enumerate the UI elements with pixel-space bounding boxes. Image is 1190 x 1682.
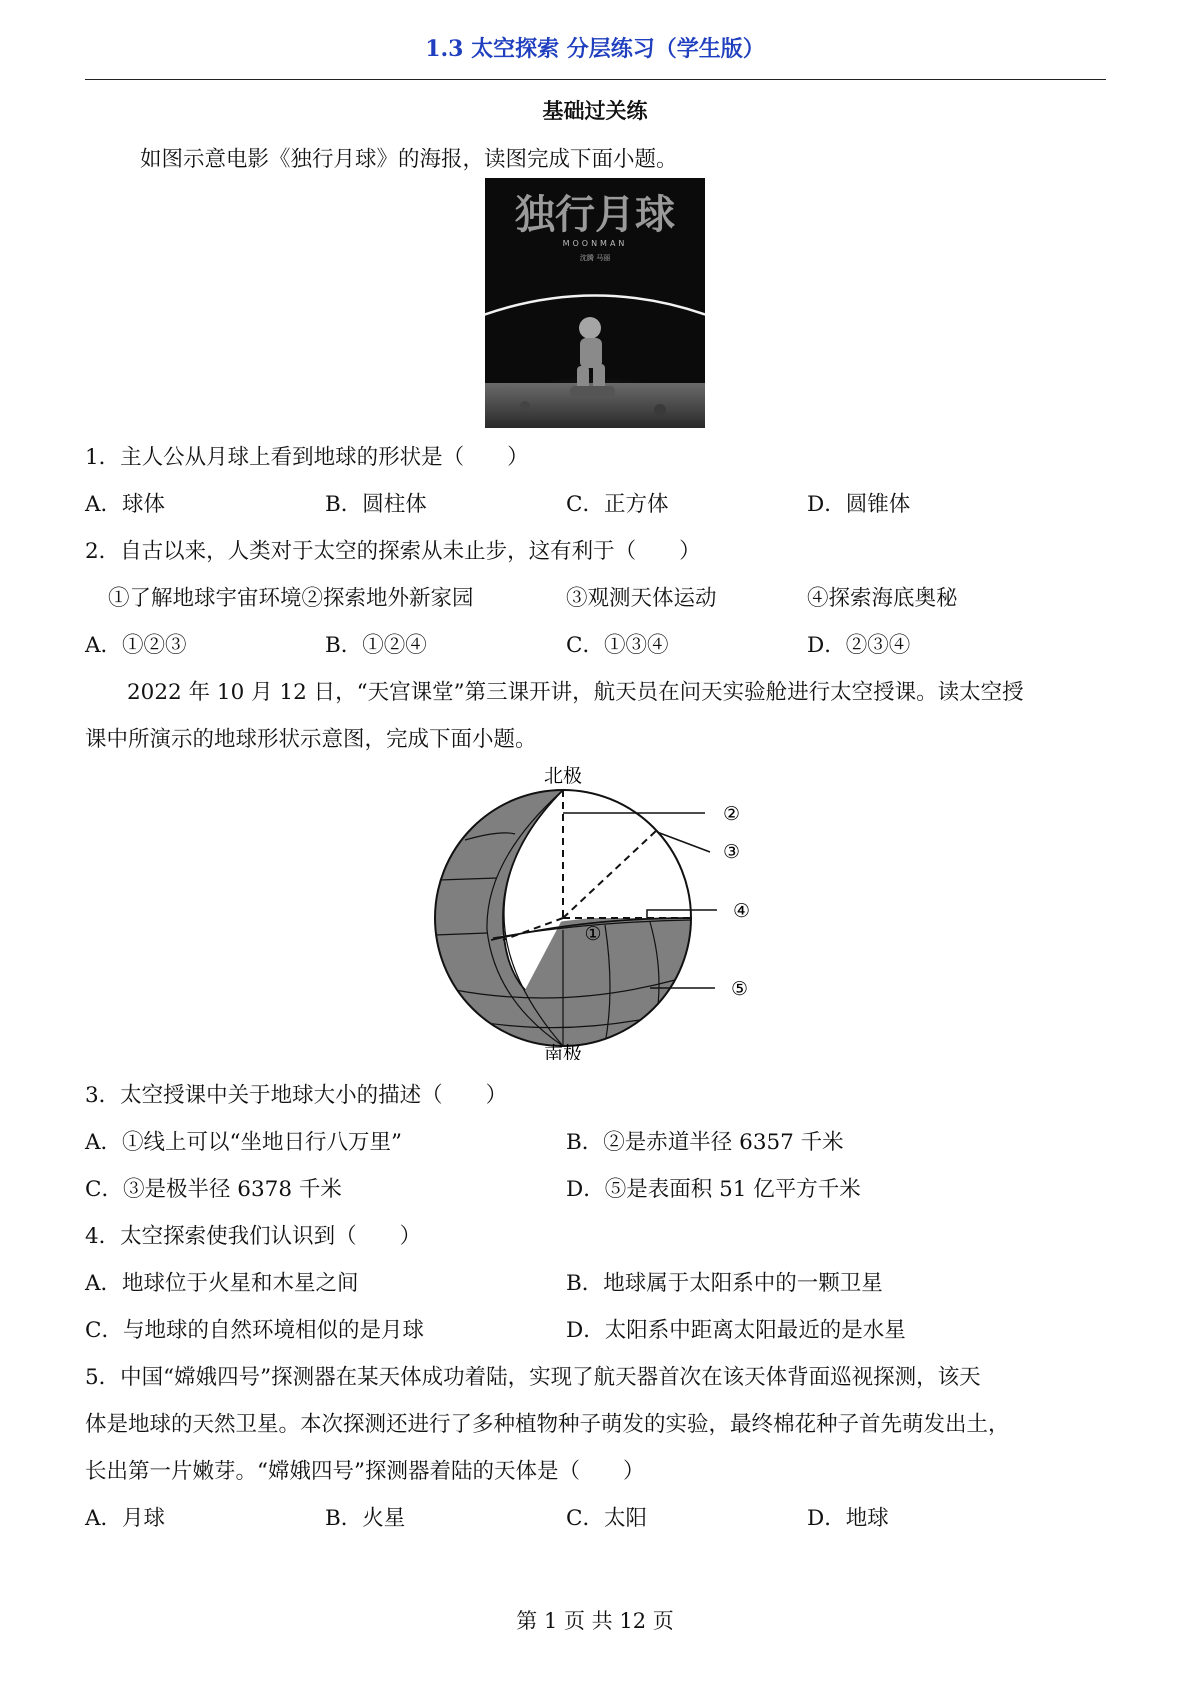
- q4-option-b: B．地球属于太阳系中的一颗卫星: [566, 1271, 883, 1296]
- q1-option-c: C．正方体: [566, 492, 669, 517]
- q4-option-a: A．地球位于火星和木星之间: [85, 1271, 359, 1296]
- section-title: 基础过关练: [542, 98, 648, 123]
- question-1-stem: 1．主人公从月球上看到地球的形状是（ ）: [85, 445, 529, 470]
- q2-option-c: C．①③④: [566, 633, 669, 658]
- q5-option-a: A．月球: [85, 1506, 166, 1531]
- q1-option-b: B．圆柱体: [325, 492, 427, 517]
- q5-option-b: B．火星: [325, 1506, 406, 1531]
- q3-option-a: A．①线上可以“坐地日行八万里”: [85, 1130, 403, 1155]
- question-5-line-2: 体是地球的天然卫星。本次探测还进行了多种植物种子萌发的实验，最终棉花种子首先萌发出土，: [85, 1412, 1010, 1437]
- q2-option-a: A．①②③: [85, 633, 187, 658]
- q4-option-c: C．与地球的自然环境相似的是月球: [85, 1318, 424, 1343]
- header-divider: [85, 79, 1106, 80]
- earth-shape-diagram: [425, 760, 785, 1060]
- q2-item-2: ③观测天体运动: [566, 586, 717, 611]
- q1-option-d: D．圆锥体: [807, 492, 911, 517]
- q2-option-b: B．①②④: [325, 633, 427, 658]
- south-pole-label: 南极: [543, 1044, 583, 1060]
- poster-credit: 沈腾 马丽: [579, 254, 611, 262]
- label-3: ③: [723, 842, 741, 863]
- q3-option-d: D．⑤是表面积 51 亿平方千米: [566, 1177, 861, 1202]
- question-5-line-3: 长出第一片嫩芽。“嫦娥四号”探测器着陆的天体是（ ）: [85, 1459, 645, 1484]
- q1-option-a: A．球体: [85, 492, 166, 517]
- question-4-stem: 4．太空探索使我们认识到（ ）: [85, 1224, 422, 1249]
- q2-option-d: D．②③④: [807, 633, 911, 658]
- question-5-line-1: 5．中国“嫦娥四号”探测器在某天体成功着陆，实现了航天器首次在该天体背面巡视探测，该天: [85, 1365, 981, 1390]
- label-4: ④: [733, 901, 751, 922]
- intro-2-line-2: 课中所演示的地球形状示意图，完成下面小题。: [85, 727, 537, 752]
- label-1: ①: [584, 924, 602, 945]
- poster-subtitle: MOONMAN: [562, 239, 628, 248]
- label-5: ⑤: [731, 979, 749, 1000]
- q2-item-3: ④探索海底奥秘: [807, 586, 958, 611]
- intro-2-line-1: 2022 年 10 月 12 日，“天宫课堂”第三课开讲，航天员在问天实验舱进行太空授课。读太空授: [127, 680, 1024, 705]
- label-2: ②: [723, 804, 741, 825]
- q5-option-c: C．太阳: [566, 1506, 647, 1531]
- page-header-title: 1.3 太空探索 分层练习（学生版）: [425, 36, 765, 62]
- poster-title: 独行月球: [515, 192, 675, 238]
- q5-option-d: D．地球: [807, 1506, 889, 1531]
- q3-option-c: C．③是极半径 6378 千米: [85, 1177, 342, 1202]
- q3-option-b: B．②是赤道半径 6357 千米: [566, 1130, 844, 1155]
- q4-option-d: D．太阳系中距离太阳最近的是水星: [566, 1318, 906, 1343]
- intro-1: 如图示意电影《独行月球》的海报，读图完成下面小题。: [140, 147, 678, 172]
- page-number-footer: 第 1 页 共 12 页: [516, 1609, 674, 1633]
- question-3-stem: 3．太空授课中关于地球大小的描述（ ）: [85, 1083, 508, 1108]
- north-pole-label: 北极: [543, 766, 583, 787]
- movie-poster-image: [485, 178, 705, 428]
- q2-item-1: ①了解地球宇宙环境②探索地外新家园: [108, 586, 474, 611]
- question-2-stem: 2．自古以来，人类对于太空的探索从未止步，这有利于（ ）: [85, 539, 701, 564]
